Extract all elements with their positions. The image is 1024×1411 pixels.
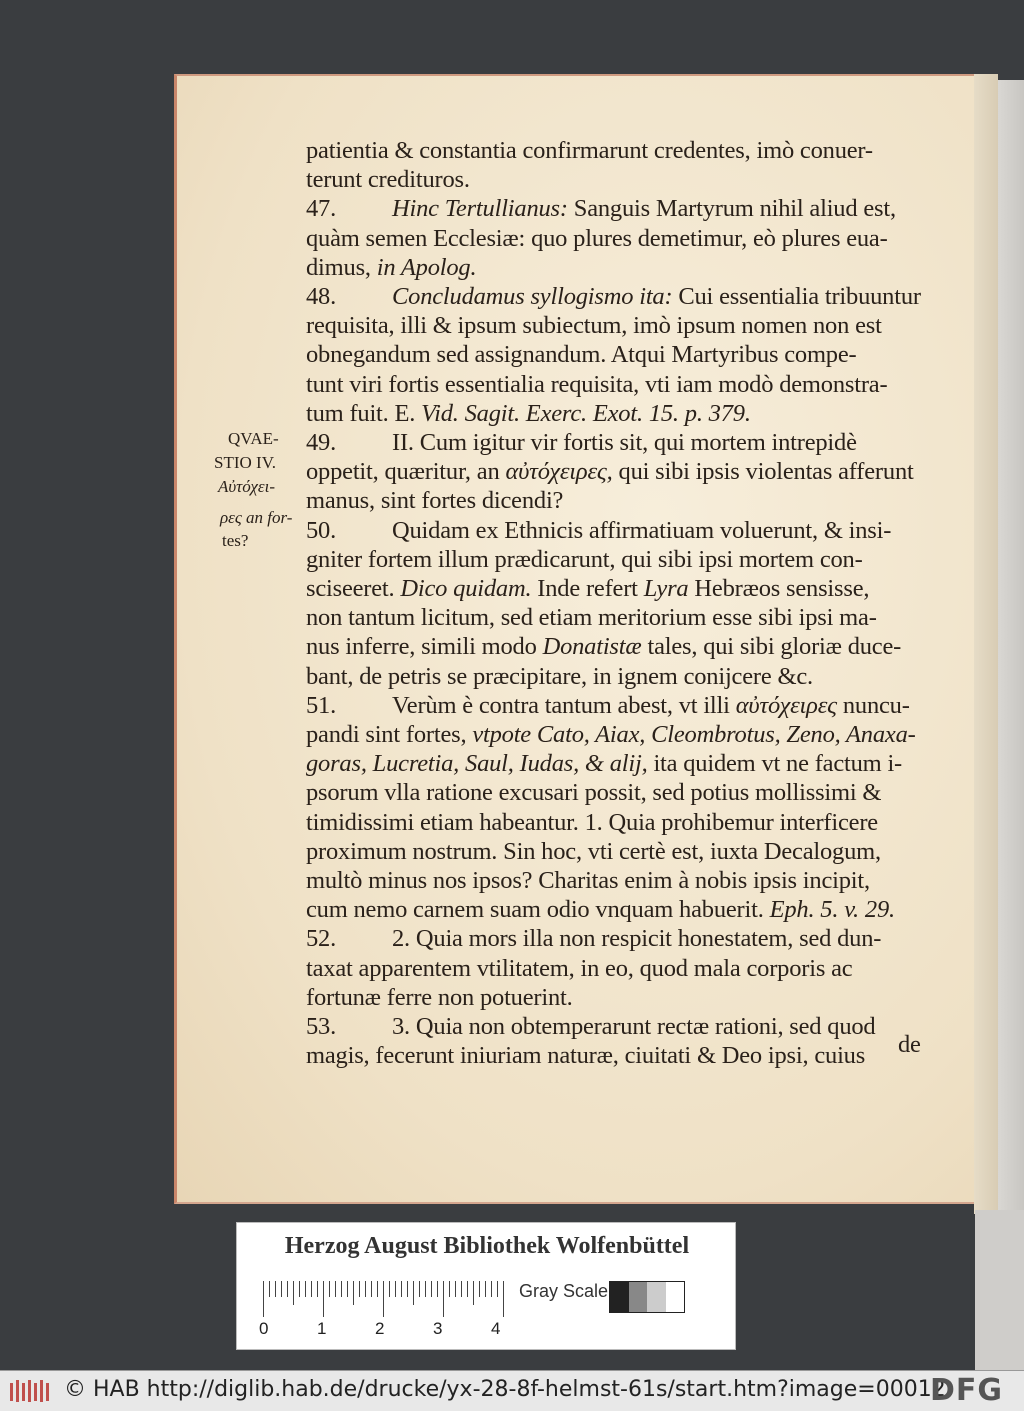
ruler-number: 2 <box>375 1319 385 1338</box>
text-span: bant, de petris se præcipitare, in ignem conijcere &c. <box>306 662 813 690</box>
margin-note-line: tes? <box>222 531 249 550</box>
gray-scale-label: Gray Scale <box>519 1281 609 1301</box>
gray-patch <box>610 1282 629 1312</box>
margin-note-line: ρες an for- <box>220 508 293 527</box>
text-span: non tantum licitum, sed etiam meritorium esse sibi ipsi ma- <box>306 604 877 632</box>
text-line <box>306 1041 936 1071</box>
text-line <box>306 194 936 224</box>
gray-patch <box>629 1282 648 1312</box>
paragraph-number: 52. <box>306 925 337 953</box>
text-line <box>306 1012 936 1042</box>
text-span: Hebræos sensisse, <box>688 575 870 602</box>
ruler-tick <box>455 1281 456 1297</box>
footer-url[interactable]: © HAB http://diglib.hab.de/drucke/yx-28-8f-helmst-61s/start.htm?image=00012 <box>64 1377 946 1402</box>
ruler-tick <box>287 1281 288 1297</box>
text-line <box>306 370 936 400</box>
ruler-tick <box>383 1281 384 1317</box>
scale-title: Herzog August Bibliothek Wolfenbüttel <box>284 1233 690 1259</box>
text-line <box>306 603 936 633</box>
text-line <box>306 983 936 1013</box>
ruler-tick <box>413 1281 414 1305</box>
text-span: cum nemo carnem suam odio vnquam habuerit. <box>306 896 770 924</box>
ruler-tick <box>311 1281 312 1297</box>
ruler-tick <box>407 1281 408 1297</box>
text-span: proximum nostrum. Sin hoc, vti certè est, iuxta Decalogum, <box>306 837 881 865</box>
text-span: Eph. 5. v. 29. <box>769 896 895 924</box>
ruler-tick <box>425 1281 426 1297</box>
scale-card <box>236 1222 736 1350</box>
text-line <box>306 749 936 779</box>
ruler-tick <box>491 1281 492 1297</box>
text-line <box>306 545 936 575</box>
text-span: Dico quidam. <box>400 575 532 602</box>
paragraph-number: 48. <box>306 283 337 310</box>
ruler-tick <box>329 1281 330 1297</box>
text-span: psorum vlla ratione excusari possit, sed potius mollissimi & <box>306 779 882 807</box>
text-line <box>306 282 936 312</box>
ruler-tick <box>377 1281 378 1297</box>
text-span: fortunæ ferre non potuerint. <box>306 983 573 1011</box>
text-line <box>306 954 936 984</box>
text-span: quàm semen Ecclesiæ: quo plures demetimur, eò plures eua- <box>306 224 888 252</box>
text-line <box>306 574 936 604</box>
text-line <box>306 516 936 546</box>
text-span: obnegandum sed assignandum. Atqui Martyribus compe- <box>306 341 857 369</box>
text-span: goras, Lucretia, Saul, Iudas, & alij, <box>306 750 648 778</box>
ruler-tick <box>389 1281 390 1297</box>
margin-note-line: STIO IV. <box>214 453 277 472</box>
text-span: magis, fecerunt iniuriam naturæ, ciuitati & Deo ipsi, cuius <box>306 1042 866 1070</box>
ruler-tick <box>299 1281 300 1297</box>
ruler-tick <box>467 1281 468 1297</box>
paragraph-number: 51. <box>306 691 337 719</box>
hab-logo-icon <box>8 1377 50 1405</box>
text-span: vtpote Cato, Aiax, Cleombrotus, Zeno, Anaxa- <box>472 721 916 748</box>
text-span: Quidam ex Ethnicis affirmatiuam voluerunt, & insi- <box>392 516 892 544</box>
text-line <box>306 662 936 692</box>
text-span: patientia & constantia confirmarunt credentes, imò conuer- <box>306 137 873 164</box>
gray-patch <box>666 1282 685 1312</box>
ruler-tick <box>479 1281 480 1297</box>
ruler-tick <box>419 1281 420 1297</box>
text-span: αὐτόχειρες, <box>505 458 613 486</box>
text-span: ita quidem vt ne factum i- <box>647 750 903 778</box>
text-span: multò minus nos ipsos? Charitas enim à nobis ipsis incipit, <box>306 867 870 894</box>
text-line <box>306 340 936 370</box>
ruler <box>263 1281 507 1317</box>
ruler-tick <box>323 1281 324 1317</box>
page-edge <box>974 74 998 1214</box>
ruler-number: 1 <box>317 1319 327 1338</box>
ruler-tick <box>485 1281 486 1297</box>
ruler-tick <box>359 1281 360 1297</box>
ruler-tick <box>497 1281 498 1297</box>
text-span: sciseeret. <box>306 575 401 602</box>
text-line <box>306 837 936 867</box>
text-line <box>306 399 936 429</box>
text-span: Hinc Tertullianus: <box>392 195 568 223</box>
text-line <box>306 895 936 925</box>
ruler-tick <box>395 1281 396 1297</box>
next-leaf <box>998 80 1024 1210</box>
text-line <box>306 428 936 458</box>
paragraph-number: 47. <box>306 195 337 223</box>
text-span: pandi sint fortes, <box>306 721 473 748</box>
ruler-number: 0 <box>259 1319 269 1338</box>
ruler-tick <box>305 1281 306 1297</box>
text-span: Cui essentialia tribuuntur <box>672 283 921 310</box>
text-line <box>306 253 936 283</box>
text-line <box>306 136 936 166</box>
text-line <box>306 632 936 662</box>
text-span: Lyra <box>643 575 689 602</box>
footer-bar <box>0 1370 1024 1411</box>
ruler-tick <box>293 1281 294 1305</box>
text-line <box>306 165 936 195</box>
paragraph-number: 50. <box>306 516 337 544</box>
gutter-strip <box>975 1210 1024 1370</box>
ruler-tick <box>353 1281 354 1305</box>
ruler-number: 3 <box>433 1319 443 1338</box>
text-line <box>306 311 936 341</box>
text-line <box>306 720 936 750</box>
text-span: tunt viri fortis essentialia requisita, vti iam modò demonstra- <box>306 370 888 398</box>
text-span: gniter fortem illum prædicarunt, qui sibi ipsi mortem con- <box>306 545 863 573</box>
text-line <box>306 778 936 808</box>
ruler-tick <box>431 1281 432 1297</box>
text-line <box>306 866 936 896</box>
text-line <box>306 808 936 838</box>
catchword: de <box>898 1031 921 1058</box>
ruler-tick <box>347 1281 348 1297</box>
text-span: taxat apparentem vtilitatem, in eo, quod mala corporis ac <box>306 954 853 982</box>
ruler-tick <box>437 1281 438 1297</box>
ruler-tick <box>365 1281 366 1297</box>
text-span: II. Cum igitur vir fortis sit, qui mortem intrepidè <box>392 429 857 456</box>
text-line <box>306 691 936 721</box>
gray-patch <box>647 1282 666 1312</box>
paragraph-number: 49. <box>306 429 337 456</box>
text-span: Sanguis Martyrum nihil aliud est, <box>567 195 896 223</box>
ruler-tick <box>275 1281 276 1297</box>
ruler-tick <box>263 1281 264 1317</box>
text-line <box>306 486 936 516</box>
ruler-tick <box>461 1281 462 1297</box>
text-span: Donatistæ <box>542 633 642 661</box>
ruler-tick <box>335 1281 336 1297</box>
text-line <box>306 924 936 954</box>
text-span: nuncu- <box>836 691 910 719</box>
text-span: Vid. Sagit. Exerc. Exot. 15. p. 379. <box>421 399 751 427</box>
margin-note-line: Αὐτόχει- <box>218 477 275 496</box>
text-span: Inde refert <box>531 575 644 602</box>
ruler-tick <box>503 1281 504 1317</box>
paragraph-number: 53. <box>306 1013 337 1040</box>
ruler-tick <box>317 1281 318 1297</box>
ruler-tick <box>371 1281 372 1297</box>
text-span: timidissimi etiam habeantur. 1. Quia prohibemur interficere <box>306 808 878 836</box>
text-span: requisita, illi & ipsum subiectum, imò ipsum nomen non est <box>306 312 882 340</box>
ruler-tick <box>281 1281 282 1297</box>
text-span: tum fuit. E. <box>306 399 422 427</box>
text-span: oppetit, quæritur, an <box>306 458 506 486</box>
text-span: 2. Quia mors illa non respicit honestatem, sed dun- <box>392 925 882 953</box>
text-span: terunt credituros. <box>306 166 470 194</box>
text-span: Concludamus syllogismo ita: <box>392 283 673 310</box>
text-line <box>306 224 936 254</box>
text-span: dimus, <box>306 253 377 281</box>
gray-scale-patches <box>609 1281 685 1313</box>
text-line <box>306 457 936 487</box>
text-span: nus inferre, simili modo <box>306 633 543 661</box>
margin-note-line: QVAE- <box>228 429 279 448</box>
dfg-logo: DFG <box>930 1373 1004 1408</box>
text-span: qui sibi ipsis violentas afferunt <box>612 458 914 486</box>
ruler-tick <box>473 1281 474 1305</box>
text-span: 3. Quia non obtemperarunt rectæ rationi, sed quod <box>392 1013 876 1040</box>
text-span: manus, sint fortes dicendi? <box>306 487 564 515</box>
ruler-number: 4 <box>491 1319 501 1338</box>
ruler-tick <box>401 1281 402 1297</box>
ruler-tick <box>269 1281 270 1297</box>
ruler-tick <box>449 1281 450 1297</box>
ruler-tick <box>443 1281 444 1317</box>
text-span: Verùm è contra tantum abest, vt illi <box>392 691 736 719</box>
text-span: in Apolog. <box>376 253 477 281</box>
text-span: αὐτόχειρες <box>735 691 837 719</box>
ruler-tick <box>341 1281 342 1297</box>
text-span: tales, qui sibi gloriæ duce- <box>641 633 902 661</box>
